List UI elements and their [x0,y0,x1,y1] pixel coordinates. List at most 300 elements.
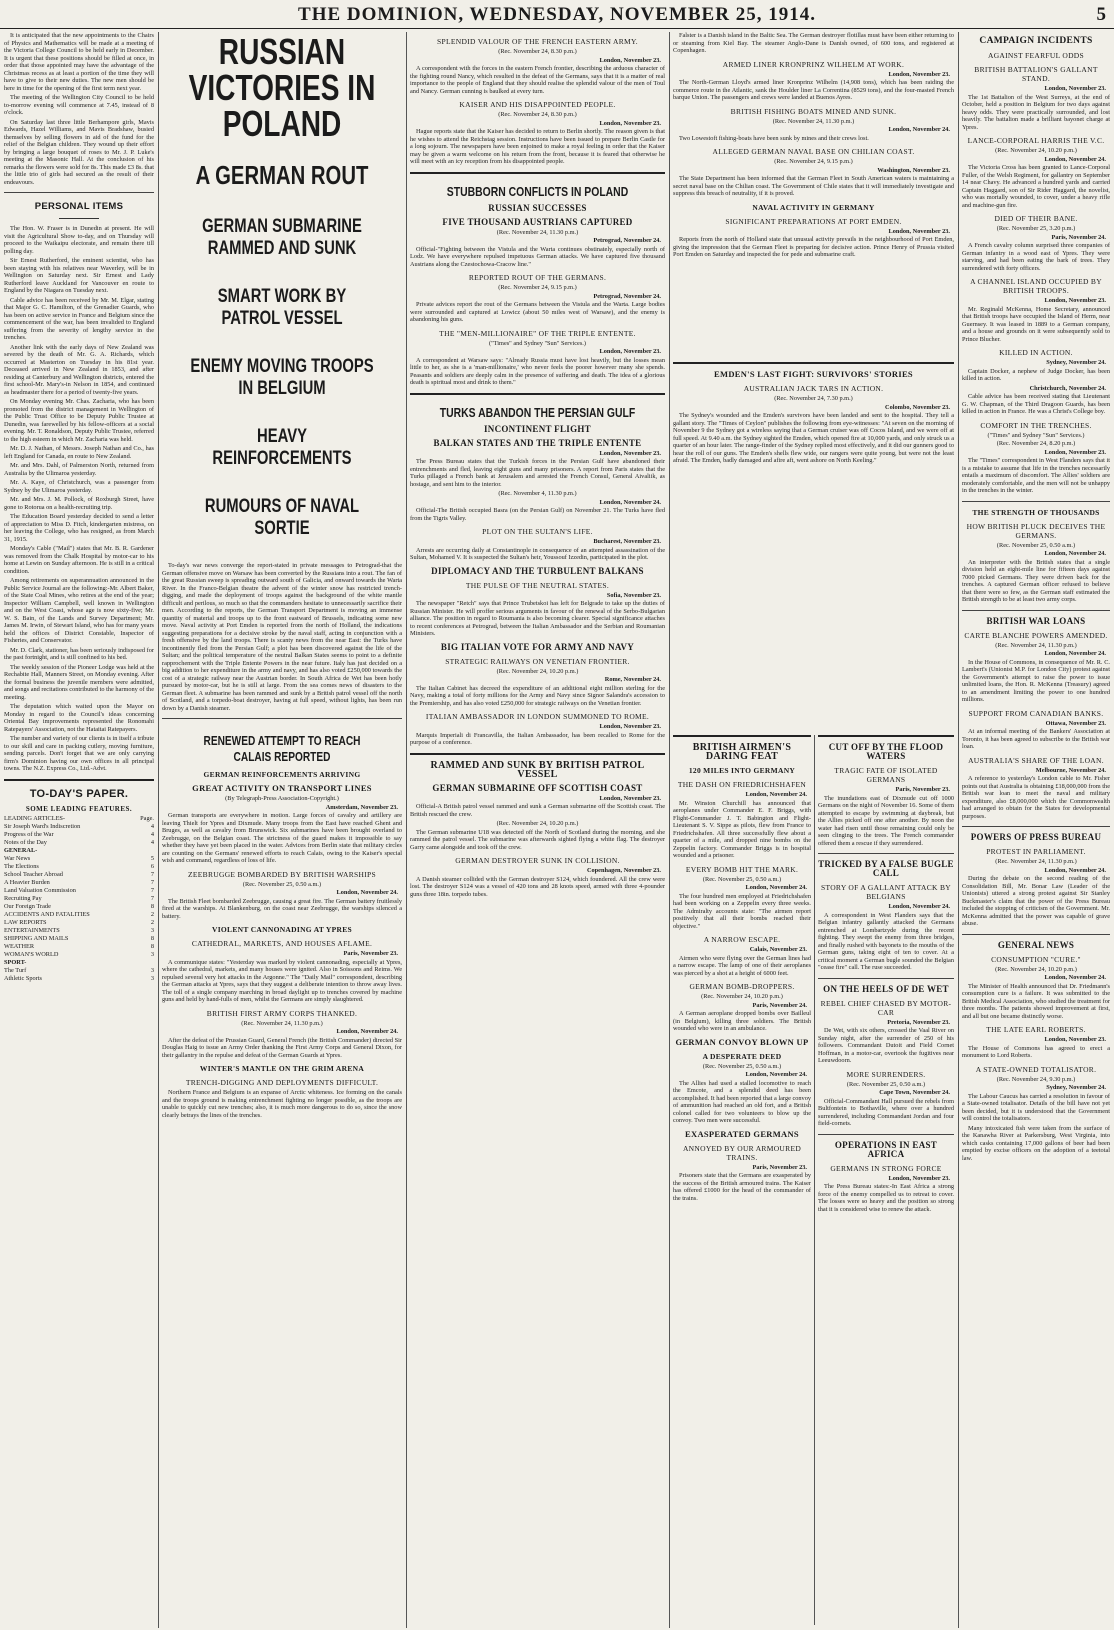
contents-item-label: School Teacher Abroad [4,871,63,878]
contents-item-label: SHIPPING AND MAILS [4,935,69,942]
story-title: KAISER AND HIS DISAPPOINTED PEOPLE. [459,100,616,109]
contents-item-label: ACCIDENTS AND FATALITIES [4,911,90,918]
story-title: A CHANNEL ISLAND OCCUPIED BY BRITISH TROOPS. [970,277,1102,295]
article-body: A correspondent with the forces in the eastern French frontier, describing the arduous character of the fighting round Nancy, which resulted in the defeat of the Germans, says that it is a matter of real importance to the people of England that they should realise the splendid valour of the men of Toul and Nancy. German cunning is baulked at every turn. [410,65,665,95]
article-body: Prisoners state that the Germans are exasperated by the success of the British armoured trains. The Kaiser has offered £1000 for the head of the commander of the trains. [673,1172,811,1202]
subheadline: STRATEGIC RAILWAYS ON VENETIAN FRONTIER. [445,656,630,666]
article-body: Captain Docker, a nephew of Judge Docker, has been killed in action. [962,367,1110,382]
story-title: CONSUMPTION "CURE." [991,954,1081,964]
dateline: Pretoria, November 23. [887,1018,950,1026]
contents-item-page: 3 [150,975,154,982]
column-rule [669,32,670,1628]
received-time: (Rec. November 24, 11.30 p.m.) [995,858,1077,865]
contents-item [4,855,154,863]
dateline: Cape Town, November 24. [879,1089,950,1096]
subheadline: STORY OF A GALLANT ATTACK BY BELGIANS [821,883,951,901]
article-body: Northern France and Belgium is an expanse of Arctic whiteness. Ice forming on the canals and the troops ground is making entrenchment fighting no longer possible, as the troops are unable to quickly cut new trenches; also, it is much more dangerous to do so, since the snow clearly betrays the lines of the trenches. [162,1089,402,1119]
dateline: London, November 24. [745,884,807,891]
dateline: London, November 23. [888,1174,950,1182]
dateline: London, November 24. [745,791,807,798]
contents-item-label: Sir Joseph Ward's Indiscretion [4,823,81,830]
paragraph: Mr. D. Clark, stationer, has been seriously indisposed for the past fortnight, and is still confined to his bed. [4,646,154,661]
subheadline: A DESPERATE DEED [702,1051,782,1061]
headline: GENERAL NEWS [997,939,1075,950]
contents-item [4,871,154,879]
headline: OPERATIONS IN EAST AFRICA [834,1139,938,1159]
story-title: CARTE BLANCHE POWERS AMENDED. [964,630,1108,640]
article-body: The German submarine U18 was detected off the North of Scotland during the morning, and she rammed the patrol vessel. The submarine was afterwards sighted flying a white flag. The destroyer Garry came alongside and took off the crew. [410,828,665,851]
received-time: (Rec. November 24, 10.20 p.m.) [496,820,579,827]
article-body: Official-The British occupied Basra (on the Persian Gulf) on November 21. The Turks have fled from the Tigris Valley. [410,507,665,522]
story-title: EMDEN'S LAST FIGHT: SURVIVORS' STORIES [714,369,913,379]
subheadline: GERMANS IN STRONG FORCE [830,1163,942,1173]
dateline: Ottawa, November 23. [1045,719,1106,727]
paragraph: Sir Ernest Rutherford, the eminent scientist, who has been staying with his relatives near Waverley, will be in Wellington on Saturday next. Sir Ernest and Lady Rutherford leave Auckland for Vancouver en route to England by the Niagara on Tuesday next. [4,257,154,294]
dateline: Sydney, November 24. [1046,1084,1106,1091]
column-rule [406,32,407,1628]
received-time: (Rec. November 24, 7.30 p.m.) [774,395,853,402]
contents-item-page: 4 [150,831,154,838]
dateline: London, November 24. [1044,866,1106,874]
received-time: (Rec. November 25, 3.20 p.m.) [996,225,1076,232]
article-body: A communique states: "Yesterday was marked by violent cannonading, especially at Ypres, where the cathedral, markets, and many houses were ignited. Also in Soissons and Reims. We repulsed several very hot attacks in the Argonne." The "Daily Mail" correspondent, describing the German attacks at Ypres, says that they suggest a deliberate intention to throw away lives. The toll of a single company marching in broad daylight up to trenches covered by machine guns and held by hand-fulls of men, whilst the Germans are simply slaughtered. [162,958,402,1003]
article-body: The Press Bureau states:-In East Africa a strong force of the enemy compelled us to retreat to cover. The losses were so heavy and the position so strong that it is considered wise to renew the attack. [818,1183,954,1213]
contents-item-page: 3 [150,967,154,974]
column-5 [962,32,1110,1627]
divider [962,826,1110,827]
article-body: After the defeat of the Prussian Guard, General French (the British Commander) directed Sir Douglas Haig to issue an Army Order thanking the First Army Corps and General Dixon, for their gallantry in the repulse and defeat of the German Guards at Ypres. [162,1036,402,1059]
divider [4,192,154,193]
headline: DIPLOMACY AND THE TURBULENT BALKANS [431,565,644,576]
article-body: The Allies had used a stalled locomotive to reach the Emcote, and a splendid deed has been accomplished. It had been reported that a large convoy of ammunition had reached an old fort, and a British colonel called for two volunteers to blow up the convoy. Two men were successful. [673,1079,811,1124]
byline: (By Telegraph-Press Association-Copyright.) [225,795,339,802]
contents-item [4,831,154,839]
column-4a [673,735,811,1625]
subheadline: RUSSIAN SUCCESSES [488,202,587,213]
dateline: London, November 23. [1044,297,1106,304]
contents-item-page: 7 [150,871,154,878]
masthead [0,2,1114,29]
dateline: London, November 24. [745,1071,807,1078]
dateline: London, November 24. [888,126,950,133]
article-body: The Italian Cabinet has decreed the expenditure of an additional eight million sterling for the Navy, making a total of forty millions for the Army and Navy since Signor Salandra's accession to the Premiership, and has also voted £250,000 for strategic railways on the Venetian frontier. [410,684,665,707]
article-body: German transports are everywhere in motion. Large forces of cavalry and artillery are leaving Thielt for Ypres and Dixmude. Many troops from the East have reached Ghent and Bruges, as well as cavalry from Brunswick. Six submarines have been brought overland to Zeebrugge, on the Belgian coast. The strictness of the guard makes it impossible to say whether they have yet been placed in the water. Advices from Berlin state that military circles are counting on the Germans' renewed efforts to reach Calais, owing to the Kaiser's special wish and command, regardless of loss of life. [162,812,402,864]
contents-item [4,839,154,847]
article-body: The Press Bureau states that the Turkish forces in the Persian Gulf have abandoned their entrenchments and fled, leaving eight guns and many prisoners. A report from Paris states that the Turks pillaged a French bank at Jerusalem and arrested the French Consul, General Aivaliik, as hostage, and sent him to the interior. [410,458,665,488]
contents-item [4,927,154,935]
article-body: An interpreter with the British states that a single division held an eight-mile line for fifteen days against 7000 picked Germans. They were driven back for the trenches. A captured German officer refused to believe that there were so few, as the German staff estimated the British strength to be at least two army corps. [962,558,1110,603]
contents-item-page: 4 [150,823,154,830]
dateline: Petrograd, November 24. [593,237,661,244]
dateline: London, November 23. [599,449,661,457]
contents-item-page: 3 [150,951,154,958]
subheadline: AGAINST FEARFUL ODDS [987,51,1084,60]
contents-item-page: 7 [150,895,154,902]
article-body: The Victoria Cross has been granted to Lance-Corporal Fuller, of the Welsh Regiment, for gallantry on September 14 near Chavy. He advanced a hundred yards and carried Captain Haggard, son of Sir Rider Haggard, the novelist, who was mortally wounded, to cover, under a heavy rifle and machine-gun fire. [962,164,1110,209]
paragraph: On Saturday last three little Berhampore girls, Mavis Edwards, Hazel Williams, and Mavis Bradshaw, busied themselves by selling flowers in aid of the fund for the relief of the Belgian children. They wound up their effort by bringing a large bouquet of roses to Mr. J. P. Luke's meeting at the Masonic Hall. At the conclusion of his remarks the flowers were sold for 8s. This made £3 8s. that the little trio of girls had secured as the result of their endeavours. [4,118,154,186]
headline: POWERS OF PRESS BUREAU [970,832,1102,842]
subheadline: BALKAN STATES AND THE TRIPLE ENTENTE [433,437,642,448]
contents-item-page: 8 [150,943,154,950]
story-title: THE LATE EARL ROBERTS. [986,1025,1086,1034]
received-time: (Rec. November 24, 10.20 p.m.) [701,993,783,1000]
article-body: In the House of Commons, in consequence of Mr. R. C. Lambert's (Unionist M.P. for London City) protest against the Government's attempt to raise the power to issue unlimited loans, the Hon. R. McKenna (Treasury) agreed to an amendment limiting the power to one hundred millions. [962,658,1110,703]
article-body: Arrests are occurring daily at Constantinople in consequence of an attempted assassination of the Sultan, Mohamed V. It is suspected the Sultan's heir, Youssouf Izzedin, participated in the plot. [410,546,665,561]
contents-item-label: Our Foreign Trade [4,903,51,910]
received-time: (Rec. November 24, 10.20 p.m.) [496,667,579,675]
article-body: The North-German Lloyd's armed liner Kronprinz Wilhelm (14,908 tons), which has been raiding the commerce route in the Atlantic, sank the Houlder liner La Correntina (8529 tons), and the four-masted French barque Union. The passengers and crews were landed at Buenos Ayres. [673,79,954,101]
received-time: (Rec. November 24, 11.30 p.m.) [995,641,1077,649]
divider [410,172,665,174]
article-body: A reference to yesterday's London cable to Mr. Fisher points out that Australia is obtaining £18,000,000 from the British war loan to meet the naval and military expenditure, also £8,000,000 which the Commonwealth had arranged to obtain for the States for developmental purposes. [962,775,1110,820]
dateline: Petrograd, November 24. [593,292,661,300]
column-3 [410,32,665,1627]
dateline: London, November 23. [599,794,661,802]
article-body: Mr. Reginald McKenna, Home Secretary, announced that British troops have occupied the Island of Herm, near Guernsey. It was leased in 1889 to a German company, and a house and grounds on it were subsequently sold to Prince Blucher. [962,305,1110,343]
dateline: London, November 23. [599,56,661,64]
story-title: GERMAN DESTROYER SUNK IN COLLISION. [455,856,620,865]
story-title: LANCE-CORPORAL HARRIS THE V.C. [967,136,1105,145]
contents-item-page: 2 [150,911,154,918]
story-title: ARMED LINER KRONPRINZ WILHELM AT WORK. [722,59,905,69]
subheadline: GREAT ACTIVITY ON TRANSPORT LINES [192,783,372,793]
divider [59,218,99,219]
contents-item-label: ENTERTAINMENTS [4,927,60,934]
headline: CUT OFF BY THE FLOOD WATERS [828,742,944,761]
dateline: Paris, November 23. [752,1163,807,1171]
dateline: London, November 23. [1044,1036,1106,1043]
paragraph: Mr. A. Kaye, of Christchurch, was a passenger from Sydney by the Ulimaroa yesterday. [4,479,154,494]
contents-item-label: War News [4,855,31,862]
paragraph: Mr. and Mrs. Dahl, of Palmerston North, returned from Australia by the Ulimaroa yesterday. [4,462,154,477]
contents-item [4,911,154,919]
contents-item [4,887,154,895]
contents-item [4,879,154,887]
article-body: The House of Commons has agreed to erect a monument to Lord Roberts. [962,1044,1110,1059]
article-body: The Minister of Health announced that Dr. Friedmann's consumption cure is a failure. It was submitted to the British Medical Association, who studied the treatment for three months. The patients showed improvement at first, and all but one became distinctly worse. [962,982,1110,1020]
paragraph: Monday's Cable ("Mail") states that Mr. B. R. Gardener was removed from the Chalk Hospital by motor-car to his home at Lewin on Sunday afternoon. He is still in a critical condition. [4,545,154,575]
divider [818,1134,954,1135]
dateline: Paris, November 24. [1051,233,1106,241]
paragraph: The meeting of the Wellington City Council to be held to-morrow evening will commence at 7.45, instead of 8 o'clock. [4,94,154,116]
contents-item [4,951,154,959]
headline: GERMAN CONVOY BLOWN UP [675,1036,809,1047]
article-body: Hague reports state that the Kaiser has decided to return to Berlin shortly. The reason given is that he wishes to attend the Reichstag session. Instructions have been issued to prepare Berlin Castle for a long sojourn. The newspapers have been enjoined to make a royal feeling in order that the Kaiser may be given a warm welcome on his return from the front, because it is feared that otherwise he will meet with an icy reception from his disappointed people. [410,128,665,165]
dateline: London, November 24. [336,889,398,896]
received-time: (Rec. November 24, 8.30 p.m.) [498,111,577,118]
contents-item-page: 6 [150,863,154,870]
paragraph: Mr. and Mrs. J. M. Pollock, of Roxburgh Street, have gone to Rotorua on a health-recruiting trip. [4,496,154,511]
article-body: The Labour Caucus has carried a resolution in favour of a State-owned totalisator. Details of the bill have not yet been decided, but it is understood that the Government will control the totalisators. [962,1092,1110,1122]
article-body: A correspondent in West Flanders says that the Belgian infantry gallantly attacked the Germans entrenched at Lombartzyde during the recent fighting. They swept the enemy from three bridges, and finally rushed with bayonets to the mouths of the German guns, taking eight of ten to cover. At a critical moment a German bugle sounded the Belgian "cease fire" call. The ruse succeeded. [818,911,954,971]
story-title: KILLED IN ACTION. [999,348,1073,357]
contents-item [4,863,154,871]
divider [818,735,954,737]
contents-item-label: Notes of the Day [4,839,47,846]
story-title: A STATE-OWNED TOTALISATOR. [975,1064,1097,1074]
contents-item [4,967,154,975]
headline: GERMAN SUBMARINE RAMMED AND SUNK [202,216,362,259]
contents-item-label: WOMAN'S WORLD [4,951,59,958]
article-body: The British Fleet bombarded Zeebrugge, causing a great fire. The German battery fruitlessly fired at the warships. At Blankenburg, on the coast near Zeebrugge, the warships silenced a battery. [162,897,402,920]
paragraph: Among retirements on superannuation announced in the Public Service Journal are the following:-Mr. Albert Baker, of the State Coal Mines, who retires at the end of the year; Inspector William Campbell, well known in Wellington and on the West Coast, whose age is now sixty-five; Mr. W. S. Bain, of the Lands and Survey Department; Mr. James M. Irwin, of Stewart Island, who has for many years held the offices of District Constable, Inspector of Fisheries, and Conservator. [4,577,154,644]
dateline: London, November 23. [599,723,661,730]
dateline: London, November 24. [336,1028,398,1035]
story-title: MORE SURRENDERS. [846,1069,926,1079]
received-time: (Rec. November 25, 0.50 a.m.) [242,880,322,888]
todays-paper-subtitle: SOME LEADING FEATURES. [25,804,133,813]
story-title: THE "MEN-MILLIONAIRE" OF THE TRIPLE ENTENTE. [439,328,636,338]
article-body: Official-A British patrol vessel rammed and sunk a German submarine off the Scottish coast. The British rescued the crew. [410,803,665,818]
story-title: HOW BRITISH PLUCK DECEIVES THE GERMANS. [966,521,1106,540]
subheadline: GERMAN REINFORCEMENTS ARRIVING [203,770,361,779]
received-time: (Rec. November 24, 10.20 p.m.) [995,965,1077,973]
dateline: Paris, November 24. [752,1001,807,1009]
received-time: (Rec. November 24, 11.30 p.m.) [496,228,579,236]
dateline: London, November 24. [599,498,661,506]
dateline: London, November 23. [599,348,661,355]
headline: RUMOURS OF NAVAL SORTIE [204,496,360,539]
paragraph: It is anticipated that the new appointments to the Chairs of Physics and Mathematics will be made at a meeting of the Victoria College Council to be held early in December. It is urgent that these positions should be filled at once, in order that those appointed may have the advantage of the Christmas recess as at least a portion of the time they will have to give to their new duties. The new men should be here in time for the opening of the first term next year. [4,32,154,92]
subheadline: THE PULSE OF THE NEUTRAL STATES. [465,580,610,590]
divider [962,610,1110,611]
dateline: Sofia, November 23. [606,591,661,599]
story-title: BRITISH BATTALION'S GALLANT STAND. [974,65,1098,83]
headline: STUBBORN CONFLICTS IN POLAND [446,183,629,199]
contents-item [4,935,154,943]
dateline: London, November 24. [1044,155,1106,163]
dateline: Paris, November 23. [895,786,950,793]
article-body: Many intoxicated fish were taken from the surface of the Kanawha River at Parkersburg, West Virginia, into which casks containing 17,000 gallons of beer had been emptied by excise officers on the adoption of a teetotal law. [962,1124,1110,1162]
paragraph: The weekly session of the Pioneer Lodge was held at the Rechabite Hall, Manners Street, on Monday evening. After the formal business the juvenile members were admitted, and songs and recitations contributed to the harmony of the meeting. [4,663,154,701]
dateline: London, November 23. [888,70,950,78]
article-body: To-day's war news converge the report-stated in private messages to Petrograd-that the German offensive move on Warsaw has been converted by the Russians into a rout. The fan of the great Russian sweep is spreading outward south of Galicia, and onward towards the Warta River. In the Franco-Belgian theatre the advent of the winter snow has restricted trench-digging, and made the deployment of troops against the background of the white mantle difficult and perilous, so much so that the commanders hesitate to unnecessarily sacrifice their men. According to the reports, the German Transport Department is moving an immense quantity of material and troops up to the front eastward of Brussels, indicating some new move. Naval activity at Port Emden is reported from the north of Holland, the indications suggesting preparations for a decisive stroke by the naval staff, acting in conjunction with a fresh offensive by the land troops. There is scanty news from the near East: the Turks have incontinently fled from the Persian Gulf; a plot has been discovered against the life of the Sultan; and the political temperature of the neutral Balkan States seems to point to a definite rapprochement with the Triple Entente Powers in the near future. Italy has just decided on a big addition to her expenditure in the army and navy, and has also voted £250,000 towards the cost of a strategic railway near the Austrian border. In South Africa de Wet has been hotly pursued by motor-car, but he is still at large. From the sea comes news of disasters to the German fleet. A submarine has been rammed and sunk by a British patrol vessel off the north of Scotland, and a torpedo-boat destroyer, having at full speed, without lights, has been run down by a Danish steamer. [162,562,402,712]
dateline: Sydney, November 24. [1046,359,1106,366]
article-body: The four hundred men employed at Friedrichshafen had been working on a Zeppelin every three weeks. The Admiralty accounts state: "The airmen report positively that all their bombs reached their objective." [673,892,811,930]
story-title: SPLENDID VALOUR OF THE FRENCH EASTERN ARMY. [437,37,638,46]
contents-item-page [142,959,154,967]
headline: RENEWED ATTEMPT TO REACH CALAIS REPORTED [203,733,361,764]
divider [962,501,1110,502]
article-body: Falster is a Danish island in the Baltic Sea. The German destroyer flotillas must have been either returning to or steaming from Kiel Bay. The steamer Anglo-Dane is Danish owned, of 600 tons, and registered at Copenhagen. [673,32,954,54]
subheadline: AUSTRALIAN JACK TARS IN ACTION. [743,384,884,393]
contents-item [4,943,154,951]
dateline: London, November 23. [599,119,661,127]
paragraph: The Education Board yesterday decided to send a letter of appreciation to Miss D. Fitch, kindergarten mistress, on her leaving the College, who has resigned, as from March 31, 1915. [4,513,154,543]
contents-item [4,895,154,903]
contents-item-label: Land Valuation Commission [4,887,76,894]
contents-item-label: SPORT- [4,959,27,966]
story-title: WINTER'S MANTLE ON THE GRIM ARENA [199,1064,365,1073]
divider [673,735,811,737]
paragraph: On Monday evening Mr. Chas. Zacharia, who has been promoted from the district management in Wellington of the Public Trust Office to be Deputy Public Trustee at Dunedin, was farewelled by his fellow-officers at a social evening. Mr. T. Ronaldson, Deputy Public Trustee, referred to the high esteem in which Mr. Zacharia was held. [4,398,154,443]
received-time: (Rec. November 25, 0.50 a.m.) [702,875,782,883]
source-note: ("Times" and Sydney "Sun" Services.) [489,339,586,347]
article-body: De Wet, with six others, crossed the Vaal River on Sunday night, after the surrender of 250 of his followers. Commandant Dutoit and Field Cornet Hoffman, in a motor-car, overtook the fugitives near Leeuwdoorn. [818,1027,954,1064]
subheadline: INCONTINENT FLIGHT [483,423,591,434]
headline: RAMMED AND SUNK BY BRITISH PATROL VESSEL [430,759,645,780]
subheadline: REBEL CHIEF CHASED BY MOTOR-CAR [820,998,952,1017]
story-title: PLOT ON THE SULTAN'S LIFE. [482,527,593,536]
dateline: London, November 24. [888,903,950,910]
dateline: Copenhagen, November 23. [586,867,661,874]
story-title: COMFORT IN THE TRENCHES. [980,420,1092,430]
dateline: Colombo, November 23. [885,403,950,411]
received-time: (Rec. November 24, 8.30 p.m.) [498,48,577,55]
article-body: A correspondent at Warsaw says: "Already Russia must have lost heavily, but the losses mean little to her, as she is a 'man-millionaire,' who never feels the poorer however many she spends. Peasants and soldiers are deeply calm in the presence of suffering and death. The idea of a glorious death is spiritual most and drink to them." [410,356,665,386]
headline: TRICKED BY A FALSE BUGLE CALL [818,859,954,878]
story-title: REPORTED ROUT OF THE GERMANS. [468,273,607,282]
dateline: Washington, November 23. [877,166,950,174]
story-title: AUSTRALIA'S SHARE OF THE LOAN. [968,755,1104,765]
divider [818,853,954,854]
article-body: During the debate on the second reading of the Consolidation Bill, Mr. Bonar Law (Leader of the Unionists) uttered a strong protest against Sir Stanley Buckmaster's claim that the power of the Press Bureau included the stopping of criticism of the Government. Mr. McKenna admitted that the power was capable of grave abuse. [962,875,1110,927]
dateline: London, November 24. [1044,974,1106,981]
subheadline: GERMAN SUBMARINE OFF SCOTTISH COAST [432,782,643,793]
divider [818,978,954,979]
article-body: The 1st Battalion of the West Surreys, at the end of October, held a position in Belgium for two days against heavy odds. They were practically surrounded, and lost heavily. The battalion made a brilliant bayonet charge at Ypres. [962,93,1110,131]
paragraph: Mr. D. J. Nathan, of Messrs. Joseph Nathan and Co., has left England for Canada, en route to New Zealand. [4,445,154,460]
paragraph: The deputation which waited upon the Mayor on Monday in regard to the Council's ideas concerning Oriental Bay improvements represented the Ronomahi Ratepayers' Association, not the Hataitai Ratepayers. [4,703,154,733]
contents-item-page: 3 [150,927,154,934]
received-time: (Rec. November 24, 9.15 p.m.) [774,158,853,165]
contents-item-label: The Turf [4,967,27,974]
headline: CAMPAIGN INCIDENTS [979,36,1093,46]
contents-item-label: Progress of the War [4,831,54,838]
contents-list [4,815,154,983]
contents-item-label: Recruiting Pay [4,895,42,902]
divider [410,393,665,395]
story-title: BRITISH FISHING BOATS MINED AND SUNK. [730,106,897,116]
contents-item-label: LAW REPORTS [4,919,47,926]
headline: SMART WORK BY PATROL VESSEL [217,286,347,329]
todays-paper-box [4,789,154,984]
dateline: Calais, November 23. [749,946,807,953]
todays-paper-title: TO-DAY'S PAPER. [29,787,129,800]
contents-item-page: 7 [150,887,154,894]
contents-item-label: The Elections [4,863,39,870]
subheadline: 120 MILES INTO GERMANY [688,766,796,775]
article-body: The State Department has been informed that the German Fleet in South American waters is maintaining a secret naval base on the Chilian coast. The Government of Chile states that it will immediately investigate and suppress this breach of neutrality, if it is proved. [673,175,954,197]
contents-header: LEADING ARTICLES- Page. [4,815,154,822]
divider [162,718,402,719]
headline: EXASPERATED GERMANS [685,1128,799,1139]
contents-item-page: 8 [150,935,154,942]
contents-item-label: Athletic Sports [4,975,42,982]
story-title: DIED OF THEIR BANE. [994,214,1078,223]
contents-item [4,919,154,927]
story-title: A NARROW ESCAPE. [703,935,781,944]
article-body: The newspaper "Retch" says that Prince Trubetskoi has left for Belgrade to take up the duties of Russian Minister. He will proffer serious arguments in favour of the renewal of the Serbo-Bulgarian alliance. The position in regard to Roumania is also becoming clearer. Special significance attaches to recent conferences at Petrograd, between the Italian Ambassador and the Serbian and Roumanian Ministers. [410,600,665,637]
contents-item-label: GENERAL- [4,847,38,854]
contents-item-page [142,847,154,855]
contents-item-page: 5 [150,855,154,862]
story-title: VIOLENT CANNONADING AT YPRES [211,925,353,934]
received-time: (Rec. November 24, 11.30 p.m.) [241,1019,323,1027]
dateline: Melbourne, November 24. [1035,766,1106,774]
contents-item [4,847,154,855]
headline: BRITISH AIRMEN'S DARING FEAT [692,742,792,762]
headline: TURKS ABANDON THE PERSIAN GULF [439,404,636,420]
subheadline: ANNOYED BY OUR ARMOURED TRAINS. [682,1143,802,1162]
column-rule [158,32,159,1628]
paragraph: The Hon. W. Fraser is in Dunedin at present. He will visit the Agricultural Show to-day, and on Thursday will proceed to the Waikaipu electorate, and remain there till polling day. [4,225,154,255]
headline: HEAVY REINFORCEMENTS [212,426,352,469]
contents-item [4,975,154,983]
headline: ON THE HEELS OF DE WET [823,983,949,994]
received-time: (Rec. November 25, 0.50 a.m.) [846,1080,926,1088]
article-body: Reports from the north of Holland state that unusual activity prevails in the neighbourhood of Port Emden, giving the impression that the German Fleet is preparing for decisive action. Prince Henry of Prussia visited Port Emden on Saturday and inspected the for pede and submarine craft. [673,236,954,258]
subheadline: SIGNIFICANT PREPARATIONS AT PORT EMDEN. [725,216,902,226]
contents-item-label: WEATHER [4,943,35,950]
page-number: 5 [1096,4,1106,25]
dateline: Rome, November 24. [604,676,661,683]
headline: A GERMAN ROUT [195,160,369,190]
story-title: GERMAN BOMB-DROPPERS. [689,982,795,991]
received-time: (Rec. November 24, 9.15 p.m.) [498,284,577,291]
contents-item-label: A Heavier Burden [4,879,50,886]
article-body: At an informal meeting of the Bankers' Association at Toronto, it has been agreed to subscribe to the British war loan. [962,728,1110,750]
contents-item [4,903,154,911]
article-body: Official-Commandant Hall pursued the rebels from Bultfontein to Bothaville, where over a hundred surrendered, including Commandant Jordan and four field-cornets. [818,1097,954,1127]
column-rule [958,32,959,1628]
contents-item-page: 7 [150,879,154,886]
story-title: ZEEBRUGGE BOMBARDED BY BRITISH WARSHIPS [188,869,376,879]
divider [673,362,954,364]
column-rule [814,735,815,1625]
column-4-emden [673,362,954,692]
dateline: Amsterdam, November 23. [325,803,398,811]
article-body: The "Times" correspondent in West Flanders says that it is a mistake to assume that life in the trenches necessarily entails a maximum of discomfort. The Allies' soldiers are moderately comfortable, and the men will not be unhappy in the trenches in the winter. [962,457,1110,494]
divider [962,934,1110,935]
article-body: The inundations east of Dixmude cut off 1000 Germans on the night of November 16. Some of them attempted to escape by swimming at daybreak, but the Allies picked off one after another. By noon the water had risen until those remaining could only be seen clinging to the trees. The French commander offered them a rescue if they surrendered. [818,794,954,847]
received-time: (Rec. November 25, 0.50 a.m.) [702,1062,782,1070]
article-body: A German aeroplane dropped bombs over Bailleul (in Belgium), killing three soldiers. The British wounded who were in an ambulance. [673,1010,811,1032]
subheadline: CATHEDRAL, MARKETS, AND HOUSES AFLAME. [191,939,373,948]
received-time: (Rec. November 24, 8.20 p.m.) [996,440,1076,447]
headline: ENEMY MOVING TROOPS IN BELGIUM [190,356,374,399]
article-body: Two Lowestoft fishing-boats have been sunk by mines and their crews lost. [679,134,869,142]
column-4-top [673,32,954,362]
dateline: London, November 24. [1044,550,1106,557]
divider [4,779,154,781]
column-1 [4,32,154,1627]
story-title: NAVAL ACTIVITY IN GERMANY [752,202,875,212]
paragraph: Another link with the early days of New Zealand was severed by the death of Mr. G. A. Richards, which occurred at Masterton on Tuesday in his 81st year. Deceased arrived in New Zealand in 1853, and after residing at Canterbury and Wellington districts, entered the first school-Mr. Mary's-in Nelson in 1854, and continued as headmaster there for a period of twenty-five years. [4,343,154,396]
column-2 [162,32,402,1627]
article-body: Airmen who were flying over the German lines had a narrow escape. The lamp of one of their aeroplanes was pierced by a shot at a height of 6000 feet. [673,954,811,977]
article-body: Cable advice has been received stating that Lieutenant G. W. Chapman, of the Third Dragoon Guards, has been killed in action in France. He was a Christ's College boy. [962,393,1110,415]
headline: THE STRENGTH OF THOUSANDS [972,507,1100,517]
dateline: London, November 23. [888,227,950,235]
paragraph: The number and variety of our clients is in itself a tribute to our skill and care in packing cutlery, moving furniture, sending parcels. Don't forget that we are only carrying firm's Dominion having our own offices in all principal towns. The N.Z. Express Co., Ltd.-Advt. [4,735,154,772]
received-time: (Rec. November 24, 9.30 p.m.) [996,1075,1076,1083]
section-title: PERSONAL ITEMS [34,201,124,212]
subheadline: FIVE THOUSAND AUSTRIANS CAPTURED [442,216,633,227]
subheadline: THE DASH ON FRIEDRICHSHAFEN [677,780,807,789]
article-body: Private advices report the rout of the Germans between the Vistula and the Warta. Large bodies were surrounded and captured at Lowicz (about 50 miles west of Warsaw), and the enemy is abandoning his guns. [410,301,665,323]
dateline: Christchurch, November 24. [1029,384,1106,392]
article-body: The Sydney's wounded and the Emden's survivors have been landed and sent to the hospital. They tell a gallant story. The "Times of Ceylon" publishes the following from eye-witnesses: "At seven on the morning of November 9 the Sydney got a wireless saying that a German cruiser was off Cocos Island, and we were off at full speed. At 9.40 a.m. the Sydney sighted the Emden, which opened fire at 10,000 yards, and only struck us a quarter of an hour later. The range-finder of the Sydney replied most effectively, and it did our gunners good to hear the roll of our guns. The Emden's shells flew wide, our rangers were quite young, but were not the least afraid. The Emden, badly damaged and afire aft, went ashore on North Keeling." [673,412,954,464]
story-title: ALLEGED GERMAN NAVAL BASE ON CHILIAN COAST. [712,147,915,156]
contents-item [4,823,154,831]
dateline: London, November 24. [1044,650,1106,657]
article-body: Mr. Winston Churchill has announced that aeroplanes under Commander E. F. Briggs, with Flight-Commander J. T. Babington and Flight-Lieutenant S. V. Sippe as pilots, flew from France to Friedrichshafen. All three successfully flew about a quarter of a mile, and dropped nine bombs on the Zeppelin factory. Commander Briggs is in hospital wounded and a prisoner. [673,799,811,859]
masthead-title: THE DOMINION, WEDNESDAY, NOVEMBER 25, 1914. [298,4,816,25]
received-time: (Rec. November 24, 11.30 p.m.) [772,117,855,125]
divider [410,753,665,755]
source-note: ("Times" and Sydney "Sun" Services.) [987,431,1085,439]
